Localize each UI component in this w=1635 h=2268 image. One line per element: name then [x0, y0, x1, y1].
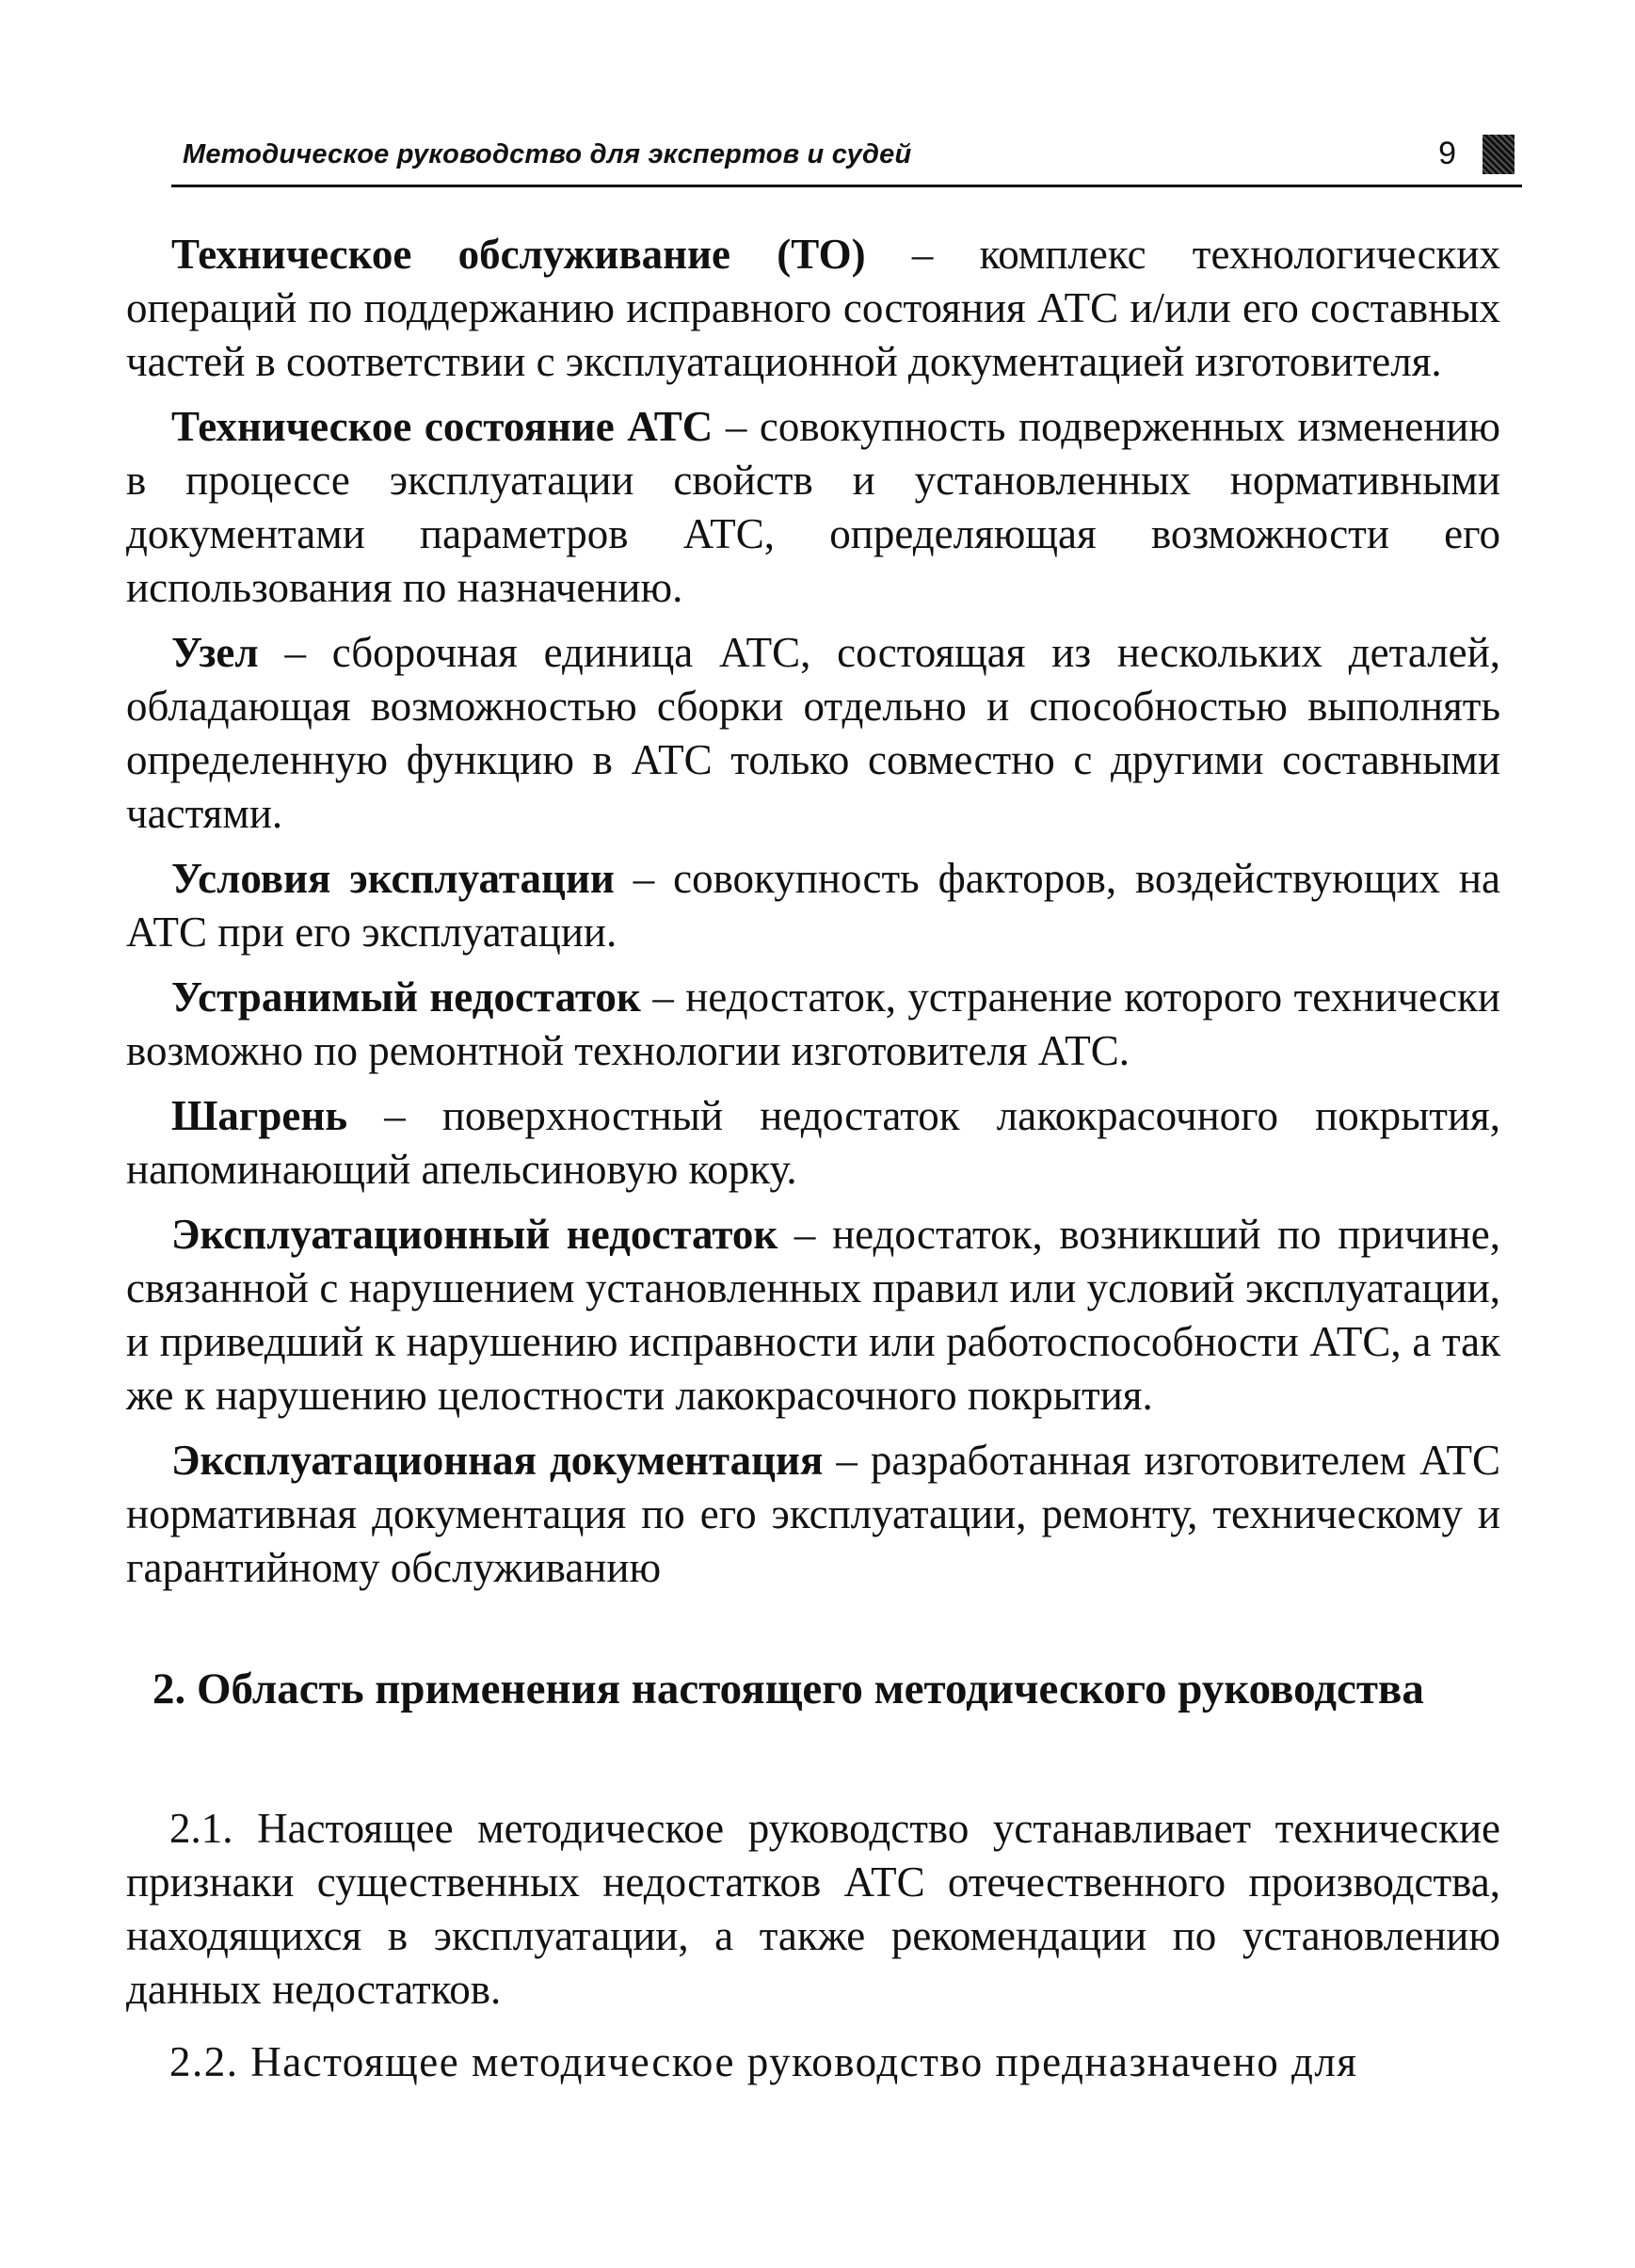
page-number: 9: [1438, 136, 1456, 171]
definition-text: – недостаток, устранение которого технически возможно по ремонтной технологии изготовителя АТС.: [126, 973, 1500, 1074]
definition-term: Техническое обслуживание (ТО): [171, 231, 866, 278]
definition-paragraph: [126, 971, 1500, 1078]
definition-paragraph: [126, 228, 1500, 389]
definition-paragraph: [126, 852, 1500, 959]
numbered-paragraph: 2.2. Настоящее методическое руководство предназначено для: [169, 2038, 1358, 2085]
definition-term: Шагрень: [171, 1092, 348, 1139]
running-title: Методическое руководство для экспертов и судей: [183, 139, 912, 169]
page-corner-mark: [1483, 135, 1515, 174]
numbered-paragraph: 2.1. Настоящее методическое руководство устанавливает технические признаки существенных недостатков АТС отечественного производства, находящихся в эксплуатации, а также рекомендации по установлению данных недостатков.: [126, 1805, 1500, 2013]
definition-term: Узел: [171, 629, 259, 676]
section-heading: 2. Область применения настоящего методического руководства: [152, 1665, 1424, 1713]
definition-text: – разработанная изготовителем АТС нормативная документация по его эксплуатации, ремонту, техническому и гарантийному обслуживанию: [126, 1437, 1501, 1591]
definition-text: – недостаток, возникший по причине, связанной с нарушением установленных правил или условий эксплуатации, и приведший к нарушению исправности или работоспособности АТС, а так же к нарушению целостности лакокрасочного покрытия.: [126, 1211, 1500, 1419]
definition-paragraph: [126, 400, 1500, 615]
definition-paragraph: [126, 1434, 1500, 1595]
definition-paragraph: [126, 1089, 1500, 1197]
definition-paragraph: [126, 1208, 1500, 1423]
definition-term: Устранимый недостаток: [171, 973, 641, 1021]
definition-term: Эксплуатационная документация: [171, 1437, 824, 1484]
definition-paragraph: [126, 626, 1500, 841]
definition-text: – комплекс технологических операций по поддержанию исправного состояния АТС и/или его составных частей в соответствии с эксплуатационной документацией изготовителя.: [126, 231, 1500, 385]
definition-term: Условия эксплуатации: [171, 855, 615, 902]
definition-text: – сборочная единица АТС, состоящая из нескольких деталей, обладающая возможностью сборки отдельно и способностью выполнять определенную функцию в АТС только совместно с другими составными частями.: [126, 629, 1500, 837]
definition-text: – поверхностный недостаток лакокрасочного покрытия, напоминающий апельсиновую корку.: [126, 1092, 1500, 1193]
definition-text: – совокупность подверженных изменению в процессе эксплуатации свойств и установленных нормативными документами параметров АТС, определяющая возможности его использования по назначению.: [126, 403, 1500, 611]
definition-term: Эксплуатационный недостаток: [171, 1211, 778, 1258]
running-header: [171, 132, 1522, 179]
definition-text: – совокупность факторов, воздействующих на АТС при его эксплуатации.: [126, 855, 1500, 956]
definition-term: Техническое состояние АТС: [171, 403, 713, 450]
page-body: [126, 228, 1500, 2108]
header-rule: [171, 185, 1522, 187]
